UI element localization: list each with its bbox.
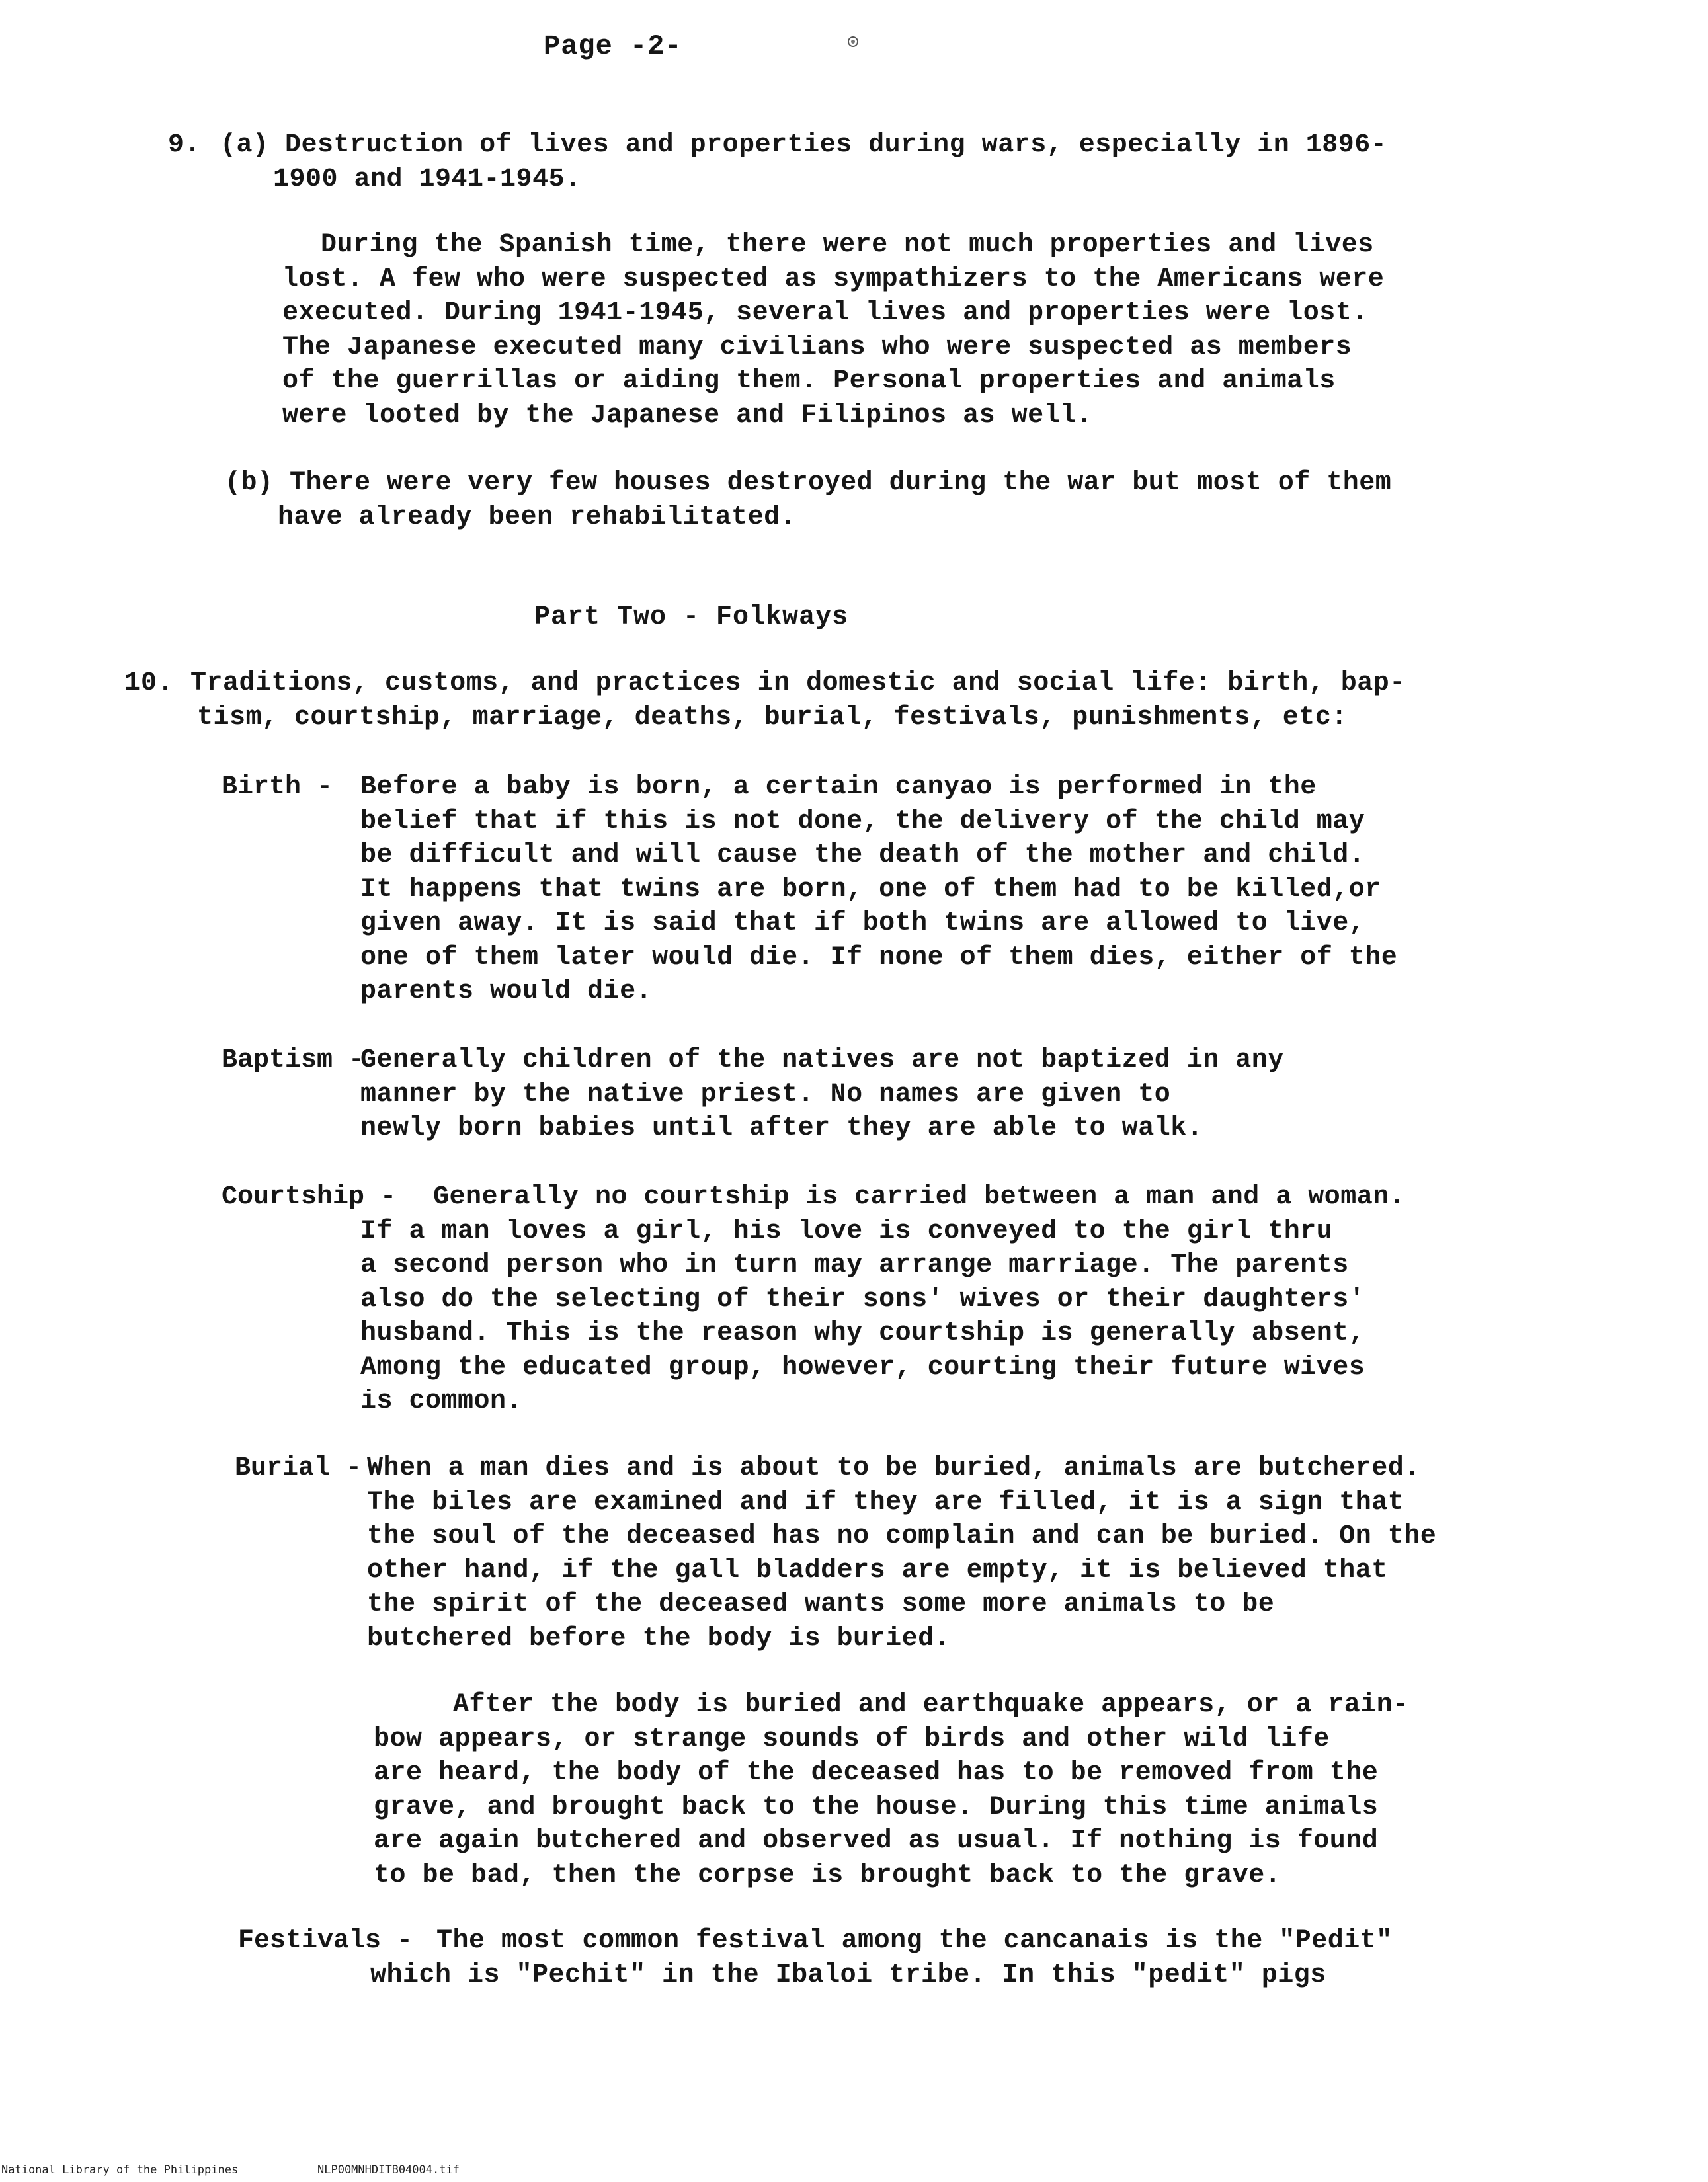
- item-10-heading-line: Traditions, customs, and practices in domestic and social life: birth, bap-: [190, 668, 1406, 698]
- baptism-line: Generally children of the natives are not baptized in any: [360, 1045, 1284, 1075]
- baptism-label: Baptism -: [222, 1045, 365, 1075]
- item-9-paragraph-line: During the Spanish time, there were not much properties and lives: [321, 230, 1374, 260]
- burial-para2-line: bow appears, or strange sounds of birds and other wild life: [374, 1724, 1330, 1754]
- burial-paragraph: [367, 1451, 1436, 1656]
- item-9-heading-line: 1900 and 1941-1945.: [273, 164, 581, 194]
- item-9b-line: have already been rehabilitated.: [278, 502, 797, 532]
- item-9-paragraph-line: executed. During 1941-1945, several lives and properties were lost.: [282, 298, 1368, 328]
- item-9-paragraph: [282, 228, 1384, 432]
- page-title: Page -2-: [544, 30, 682, 62]
- baptism-paragraph: [360, 1043, 1284, 1146]
- footer-filename: NLP00MNHDITB04004.tif: [317, 2163, 460, 2177]
- birth-label: Birth -: [222, 772, 333, 802]
- item-10-number: 10.: [124, 668, 175, 698]
- festivals-line: The most common festival among the cancanais is the "Pedit": [436, 1926, 1393, 1956]
- birth-line: belief that if this is not done, the delivery of the child may: [360, 806, 1365, 836]
- item-9-paragraph-line: lost. A few who were suspected as sympathizers to the Americans were: [282, 264, 1385, 294]
- burial-para2-line: grave, and brought back to the house. During this time animals: [374, 1792, 1379, 1822]
- birth-line: given away. It is said that if both twins are allowed to live,: [360, 909, 1365, 938]
- birth-line: Before a baby is born, a certain canyao is performed in the: [360, 772, 1317, 802]
- burial-para2-line: to be bad, then the corpse is brought back to the grave.: [374, 1860, 1281, 1890]
- courtship-line: If a man loves a girl, his love is conveyed to the girl thru: [360, 1216, 1333, 1246]
- burial-line: The biles are examined and if they are filled, it is a sign that: [367, 1487, 1404, 1517]
- item-9-paragraph-line: The Japanese executed many civilians who were suspected as members: [282, 332, 1352, 362]
- courtship-line: a second person who in turn may arrange marriage. The parents: [360, 1250, 1349, 1280]
- courtship-line: Among the educated group, however, courting their future wives: [360, 1352, 1365, 1383]
- courtship-line: Generally no courtship is carried between a man and a woman.: [433, 1182, 1406, 1212]
- courtship-line: also do the selecting of their sons' wives or their daughters': [360, 1284, 1365, 1314]
- festivals-paragraph: [370, 1924, 1393, 1992]
- burial-label: Burial -: [235, 1453, 362, 1483]
- burial-para2-line: are heard, the body of the deceased has to be removed from the: [374, 1758, 1379, 1788]
- item-10-heading: [190, 667, 1406, 735]
- birth-line: one of them later would die. If none of them dies, either of the: [360, 942, 1398, 973]
- footer-library: National Library of the Philippines: [1, 2163, 239, 2177]
- burial-line: butchered before the body is buried.: [367, 1623, 951, 1654]
- courtship-paragraph: [360, 1180, 1405, 1419]
- courtship-label: Courtship -: [222, 1182, 397, 1212]
- baptism-line: manner by the native priest. No names are given to: [360, 1079, 1171, 1110]
- festivals-label: Festivals -: [238, 1926, 413, 1956]
- courtship-line: husband. This is the reason why courtship is generally absent,: [360, 1318, 1365, 1348]
- item-9-heading: [220, 128, 1387, 196]
- item-10-heading-line: tism, courtship, marriage, deaths, burial, festivals, punishments, etc:: [197, 702, 1348, 733]
- section-heading: Part Two - Folkways: [534, 602, 849, 632]
- birth-line: It happens that twins are born, one of them had to be killed,or: [360, 874, 1381, 905]
- burial-paragraph-2: [374, 1688, 1409, 1892]
- birth-paragraph: [360, 770, 1397, 1009]
- festivals-line: which is "Pechit" in the Ibaloi tribe. In this "pedit" pigs: [370, 1960, 1326, 1990]
- burial-line: the spirit of the deceased wants some more animals to be: [367, 1590, 1275, 1619]
- item-9b-line: (b) There were very few houses destroyed during the war but most of them: [225, 468, 1392, 498]
- stamp-mark-icon: [847, 36, 859, 48]
- baptism-line: newly born babies until after they are able to walk.: [360, 1113, 1203, 1143]
- birth-line: be difficult and will cause the death of the mother and child.: [360, 840, 1365, 870]
- item-9b-paragraph: [225, 466, 1391, 534]
- item-9-heading-line: (a) Destruction of lives and properties during wars, especially in 1896-: [220, 130, 1387, 160]
- burial-line: the soul of the deceased has no complain and can be buried. On the: [367, 1521, 1437, 1551]
- burial-para2-line: After the body is buried and earthquake appears, or a rain-: [453, 1690, 1409, 1720]
- burial-line: When a man dies and is about to be buried, animals are butchered.: [367, 1453, 1420, 1483]
- item-9-paragraph-line: were looted by the Japanese and Filipinos as well.: [282, 400, 1093, 430]
- item-9-number: 9.: [168, 130, 202, 160]
- birth-line: parents would die.: [360, 977, 653, 1006]
- burial-para2-line: are again butchered and observed as usual. If nothing is found: [374, 1826, 1379, 1856]
- item-9-paragraph-line: of the guerrillas or aiding them. Personal properties and animals: [282, 366, 1336, 396]
- burial-line: other hand, if the gall bladders are empty, it is believed that: [367, 1555, 1388, 1586]
- courtship-line: is common.: [360, 1387, 523, 1416]
